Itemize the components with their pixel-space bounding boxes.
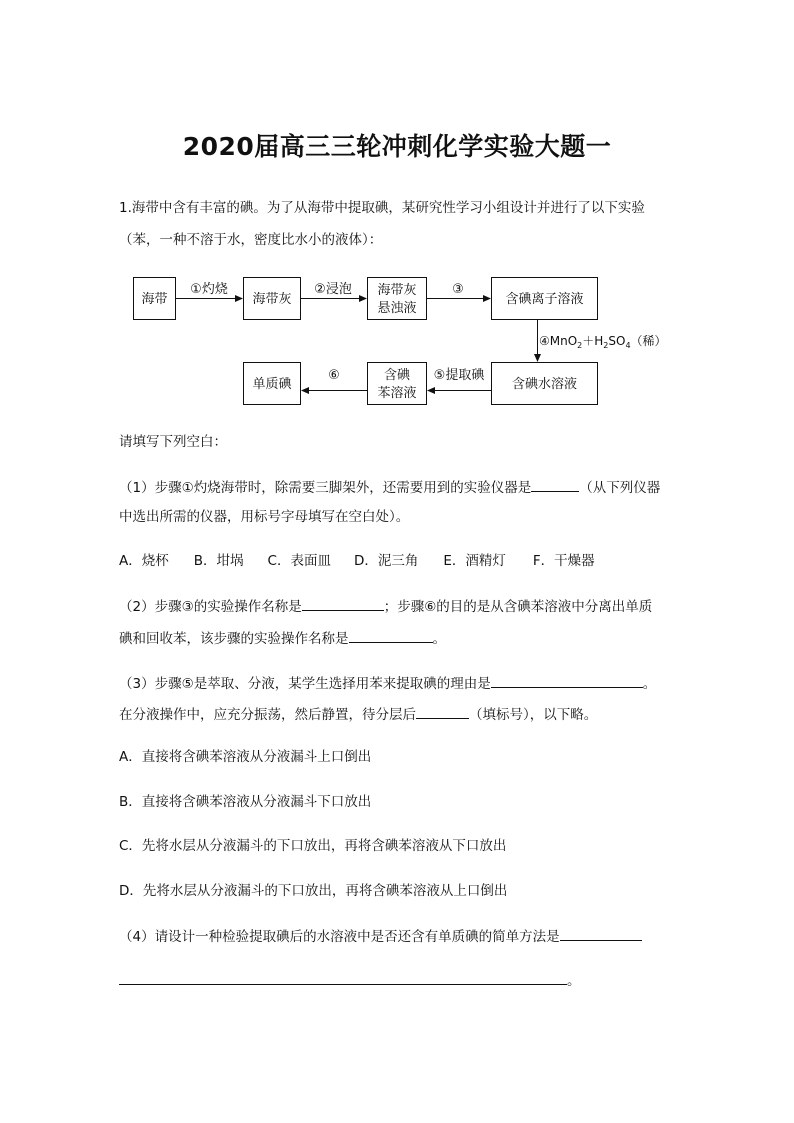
step6-label: ⑥: [328, 368, 340, 383]
part3-option-c: C．先将水层从分液漏斗的下口放出，再将含碘苯溶液从下口放出: [119, 838, 507, 854]
option-d: D．泥三角: [353, 553, 419, 569]
step2-label: ②浸泡: [314, 282, 352, 297]
box-hanlizi-label: 含碘离子溶液: [505, 292, 584, 307]
answer-blank-7[interactable]: [119, 971, 567, 985]
box-danzhi-label: 单质碘: [252, 377, 292, 392]
part3-option-b: B．直接将含碘苯溶液从分液漏斗下口放出: [119, 794, 372, 810]
part1-line1: （1）步骤①灼烧海带时，除需要三脚架外，还需要用到的实验仪器是 （从下列仪器: [119, 480, 661, 496]
answer-blank-3[interactable]: [349, 629, 433, 643]
answer-blank-6[interactable]: [560, 927, 642, 941]
part4-line1: （4）请设计一种检验提取碘后的水溶液中是否还含有单质碘的简单方法是: [119, 927, 642, 946]
box-xuanzhuo-label-2: 悬浊液: [377, 301, 417, 316]
option-c: C．表面皿: [267, 553, 331, 569]
part1-line2: 中选出所需的仪器，用标号字母填写在空白处）。: [119, 509, 410, 525]
part2-line2: 碘和回收苯，该步骤的实验操作名称是 。: [119, 631, 446, 647]
answer-blank-1[interactable]: [531, 478, 579, 492]
box-benrongye-label-2: 苯溶液: [377, 386, 417, 401]
part4-line2: 。: [119, 971, 581, 990]
box-xuanzhuo-label-1: 海带灰: [377, 283, 417, 298]
answer-blank-4[interactable]: [491, 674, 643, 688]
part3-option-d: D．先将水层从分液漏斗的下口放出，再将含碘苯溶液从上口倒出: [119, 883, 508, 899]
step4-label: $④MnO_2+H_2SO_4$（稀）: [539, 334, 667, 350]
option-f: F．干燥器: [532, 553, 595, 569]
answer-blank-5[interactable]: [416, 705, 469, 719]
experiment-flowchart: [0, 0, 794, 420]
option-a: A．烧杯: [119, 553, 169, 569]
part1-options: [119, 552, 595, 570]
part3-option-a: A．直接将含碘苯溶液从分液漏斗上口倒出: [119, 749, 372, 765]
question-intro-line1: 1.海带中含有丰富的碘。为了从海带中提取碘，某研究性学习小组设计并进行了以下实验: [119, 200, 645, 216]
part3-line2: 在分液操作中，应充分振荡，然后静置，待分层后 （填标号），以下略。: [119, 707, 598, 723]
step3-label: ③: [452, 282, 464, 297]
option-e: E．酒精灯: [443, 553, 506, 569]
page-title: 2020届高三三轮冲刺化学实验大题一: [182, 132, 612, 161]
option-b: B．坩埚: [193, 553, 244, 569]
step1-label: ①灼烧: [190, 282, 228, 297]
question-intro-line2: （苯，一种不溶于水，密度比水小的液体）：: [119, 232, 383, 248]
box-haidaihui-label: 海带灰: [252, 292, 292, 307]
answer-blank-2[interactable]: [302, 597, 384, 611]
box-haidai-label: 海带: [141, 292, 168, 307]
box-benrongye-label-1: 含碘: [383, 368, 411, 383]
step5-label: ⑤提取碘: [433, 368, 485, 383]
box-shuirongye-label: 含碘水溶液: [511, 377, 578, 392]
fill-prompt: 请填写下列空白：: [119, 434, 227, 450]
part3-line1: （3）步骤⑤是萃取、分液，某学生选择用苯来提取碘的理由是 。: [119, 676, 657, 692]
part2-line1: （2）步骤③的实验操作名称是 ；步骤⑥的目的是从含碘苯溶液中分离出单质: [119, 599, 653, 615]
